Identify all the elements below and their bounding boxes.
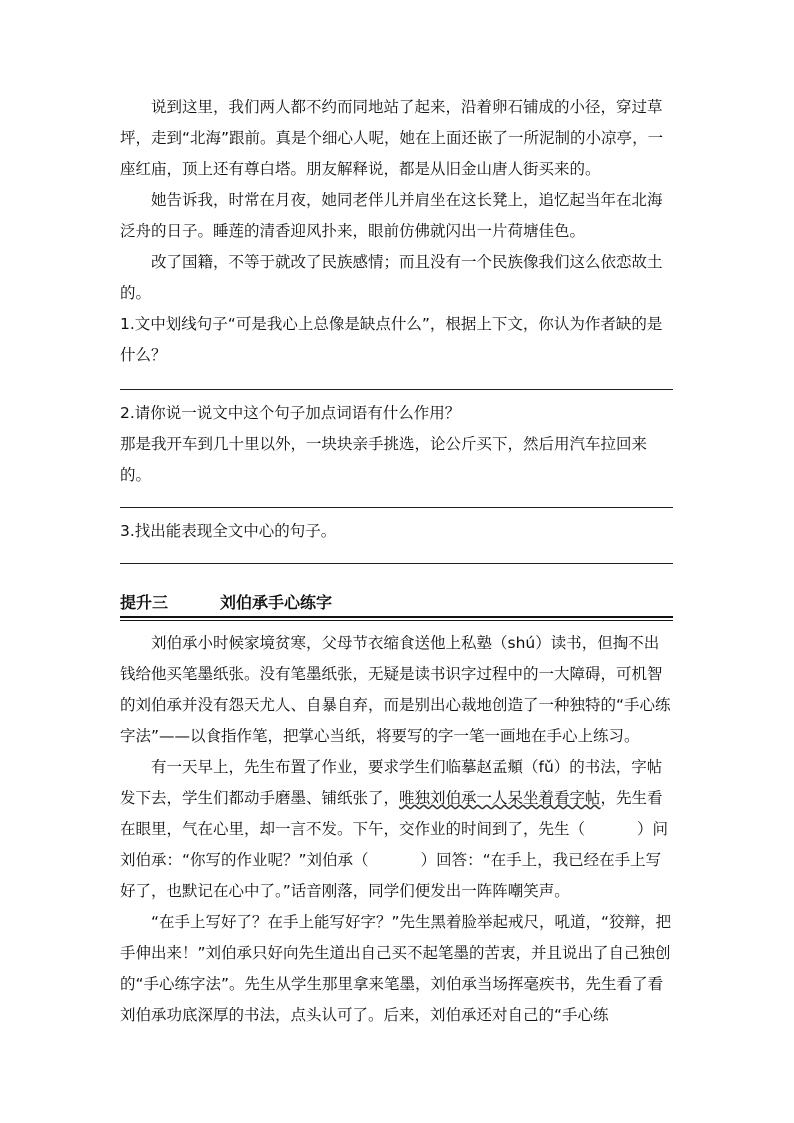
- page-content: [120, 92, 673, 1031]
- passage2-p2-part-a: 有一天早上，先生布置了作业，要求学生们临摹赵孟頫（fǔ）的书法，字帖发下去，学生们都动手磨墨、铺纸张了，: [120, 758, 663, 807]
- section-heading: [120, 590, 673, 618]
- section-title: 刘伯承手心练字: [220, 593, 333, 612]
- passage2-paragraph-3: “在手上写好了？在手上能写好字？”先生黑着脸举起戒尺，吼道，“狡辩，把手伸出来！”刘伯承只好向先生道出自己买不起笔墨的苦衷，并且说出了自己独创的“手心练字法”。先生从学生那里拿来笔墨，刘伯承当场挥毫疾书，先生看了看刘伯承功底深厚的书法，点头认可了。后来，刘伯承还对自己的“手心练: [120, 913, 672, 1024]
- passage2-p2-part-e: ）回答：“在手上，我已经在手上写好了，也默记在心中了。”话音刚落，同学们便发出一阵阵嘲笑声。: [120, 851, 662, 900]
- wavy-underlined-sentence: 唯独刘伯承一人呆坐着看字帖: [399, 789, 601, 807]
- passage2-paragraph-1: 刘伯承小时候家境贫寒，父母节衣缩食送他上私塾（shú）读书，但掏不出钱给他买笔墨纸张。没有笔墨纸张，无疑是读书识字过程中的一大障碍，可机智的刘伯承并没有怨天尤人、自暴自弃，而是别出心裁地创造了一种独特的“手心练字法”——以食指作笔，把掌心当纸，将要写的字一笔一画地在手心上练习。: [120, 634, 671, 745]
- question-1: 1.文中划线句子“可是我心上总像是缺点什么”，根据上下文，你认为作者缺的是什么？: [120, 315, 663, 364]
- passage2-p2-part-d: ）问刘伯承：“你写的作业呢？”刘伯承（: [120, 820, 669, 869]
- passage1-paragraph-2: 她告诉我，时常在月夜，她同老伴儿并肩坐在这长凳上，追忆起当年在北海泛舟的日子。睡莲的清香迎风扑来，眼前仿佛就闪出一片荷塘佳色。: [120, 191, 663, 240]
- answer-line-2[interactable]: [120, 507, 673, 508]
- answer-line-1[interactable]: [120, 389, 673, 390]
- section-label: 提升三: [120, 593, 169, 612]
- question-2: 2.请你说一说文中这个句子加点词语有什么作用？: [120, 404, 461, 422]
- passage1-paragraph-3: 改了国籍，不等于就改了民族感情；而且没有一个民族像我们这么依恋故土的。: [120, 253, 663, 302]
- answer-line-3[interactable]: [120, 563, 673, 564]
- question-2-sentence: 那是我开车到几十里以外，一块块亲手挑选，论公斤买下，然后用汽车拉回来的。: [120, 435, 648, 484]
- question-3: 3.找出能表现全文中心的句子。: [120, 522, 337, 540]
- passage2-p2-part-c: ，先生看在眼里，气在心里，却一言不发。下午，交作业的时间到了，先生（: [120, 789, 663, 838]
- passage2-paragraph-2: [120, 752, 673, 907]
- passage1-paragraph-1: 说到这里，我们两人都不约而同地站了起来，沿着卵石铺成的小径，穿过草坪，走到“北海”跟前。真是个细心人呢，她在上面还嵌了一所泥制的小凉亭，一座红庙，顶上还有尊白塔。朋友解释说，都是从旧金山唐人街买来的。: [120, 98, 664, 178]
